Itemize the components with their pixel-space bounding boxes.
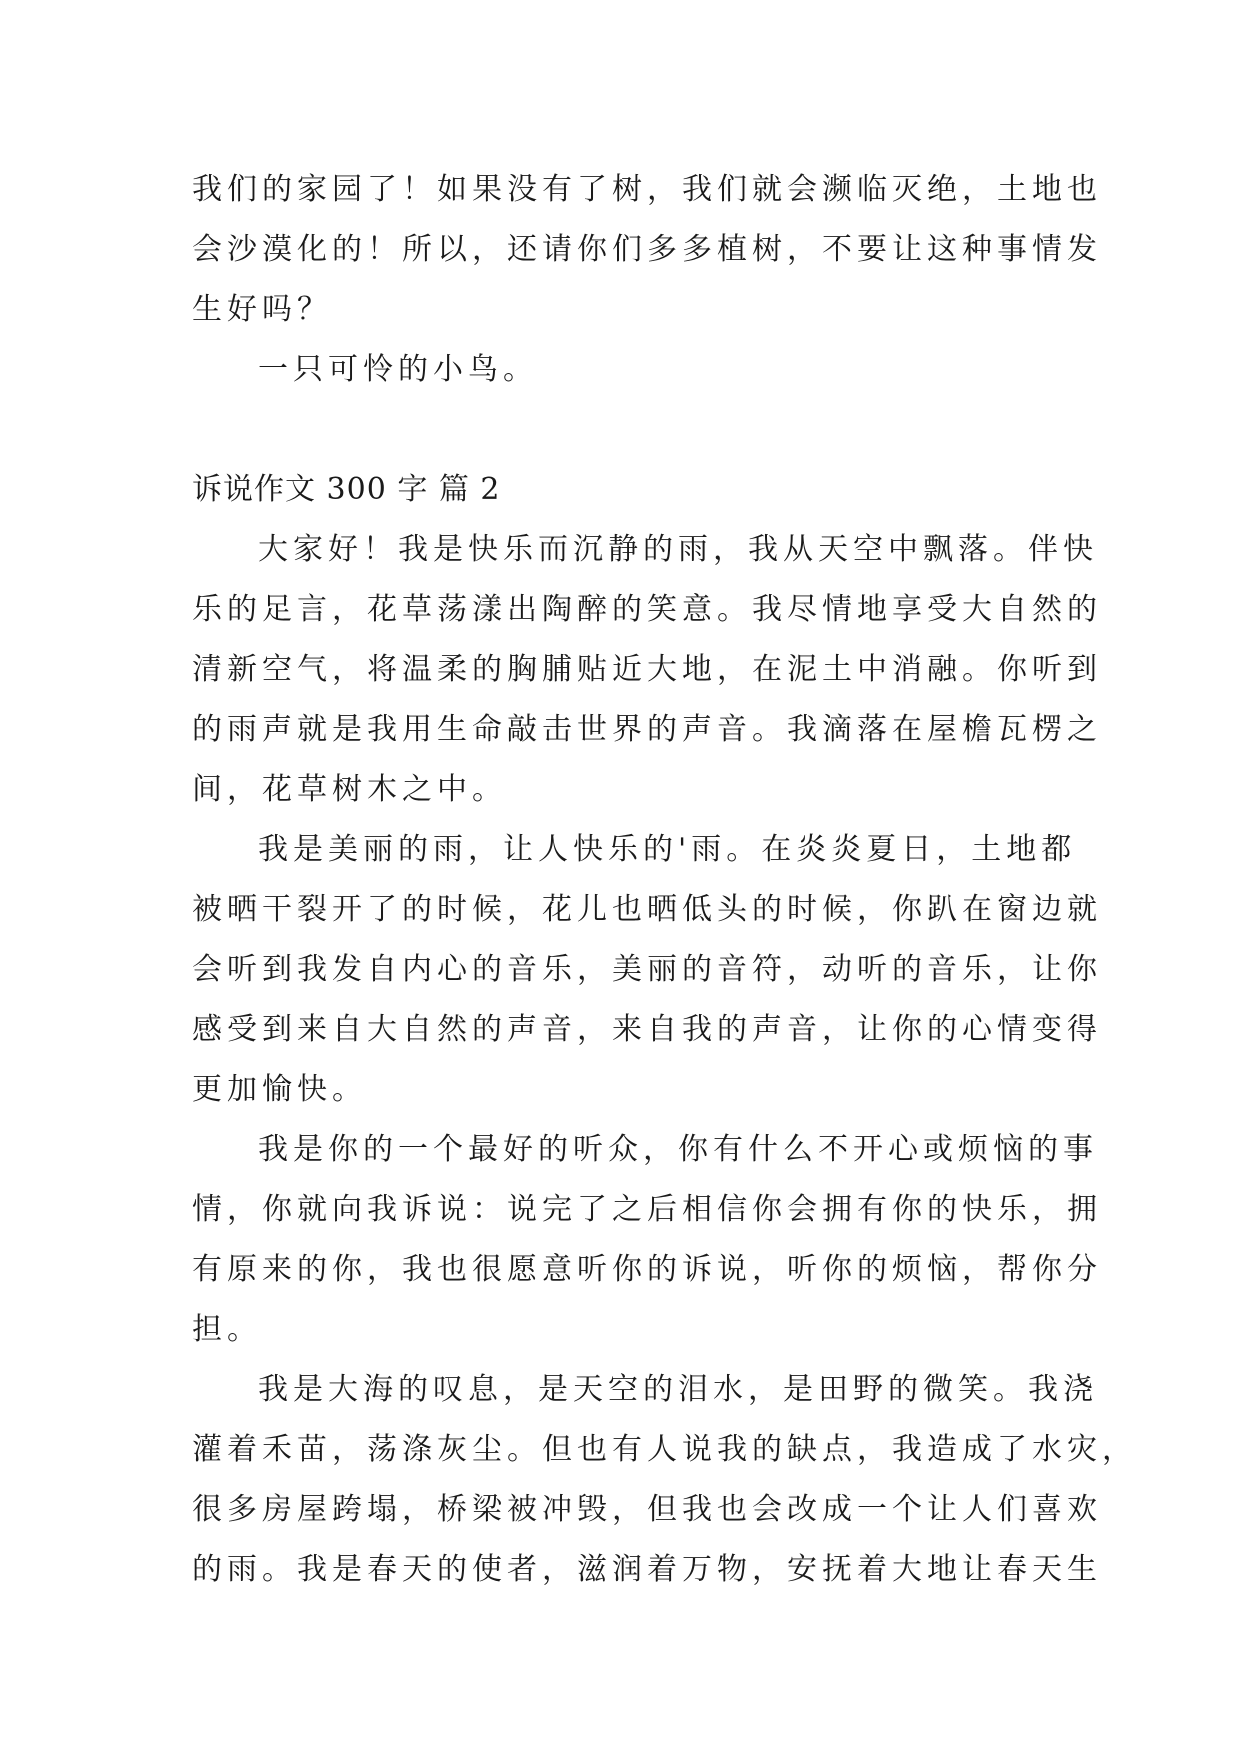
paragraph-2 bbox=[192, 820, 1102, 1120]
paragraph-line: 我是你的一个最好的听众，你有什么不开心或烦恼的事 bbox=[258, 1132, 1098, 1167]
paragraph-4 bbox=[192, 1360, 1137, 1600]
paragraph-3 bbox=[192, 1120, 1102, 1360]
section-spacer bbox=[192, 400, 1052, 460]
section-title: 诉说作文 300 字 篇 2 bbox=[192, 472, 501, 507]
paragraph-line: 有原来的你，我也很愿意听你的诉说，听你的烦恼，帮你分 bbox=[192, 1252, 1102, 1287]
paragraph-line: 间，花草树木之中。 bbox=[192, 772, 507, 807]
paragraph-line: 大家好！我是快乐而沉静的雨，我从天空中飘落。伴快 bbox=[258, 532, 1098, 567]
paragraph-line: 我们的家园了！如果没有了树，我们就会濒临灭绝，土地也 bbox=[192, 172, 1102, 207]
paragraph-line: 担。 bbox=[192, 1312, 262, 1347]
paragraph-line: 我是美丽的雨，让人快乐的'雨。在炎炎夏日，土地都 bbox=[258, 832, 1077, 867]
paragraph-line: 更加愉快。 bbox=[192, 1072, 367, 1107]
signature: 一只可怜的小鸟。 bbox=[258, 352, 538, 387]
document-body bbox=[192, 160, 1137, 1600]
paragraph-line: 被晒干裂开了的时候，花儿也晒低头的时候，你趴在窗边就 bbox=[192, 892, 1102, 927]
paragraph-line: 情，你就向我诉说：说完了之后相信你会拥有你的快乐，拥 bbox=[192, 1192, 1102, 1227]
paragraph-line: 的雨。我是春天的使者，滋润着万物，安抚着大地让春天生 bbox=[192, 1552, 1102, 1587]
paragraph-line: 灌着禾苗，荡涤灰尘。但也有人说我的缺点，我造成了水灾， bbox=[192, 1432, 1137, 1467]
intro-paragraph bbox=[192, 160, 1102, 340]
paragraph-line: 会听到我发自内心的音乐，美丽的音符，动听的音乐，让你 bbox=[192, 952, 1102, 987]
paragraph-line: 我是大海的叹息，是天空的泪水，是田野的微笑。我浇 bbox=[258, 1372, 1098, 1407]
paragraph-line: 生好吗？ bbox=[192, 292, 332, 327]
paragraph-line: 会沙漠化的！所以，还请你们多多植树，不要让这种事情发 bbox=[192, 232, 1102, 267]
paragraph-line: 清新空气，将温柔的胸脯贴近大地，在泥土中消融。你听到 bbox=[192, 652, 1102, 687]
paragraph-line: 的雨声就是我用生命敲击世界的声音。我滴落在屋檐瓦楞之 bbox=[192, 712, 1102, 747]
paragraph-line: 很多房屋跨塌，桥梁被冲毁，但我也会改成一个让人们喜欢 bbox=[192, 1492, 1102, 1527]
paragraph-line: 乐的足言，花草荡漾出陶醉的笑意。我尽情地享受大自然的 bbox=[192, 592, 1102, 627]
paragraph-1 bbox=[192, 520, 1102, 820]
paragraph-line: 感受到来自大自然的声音，来自我的声音，让你的心情变得 bbox=[192, 1012, 1102, 1047]
